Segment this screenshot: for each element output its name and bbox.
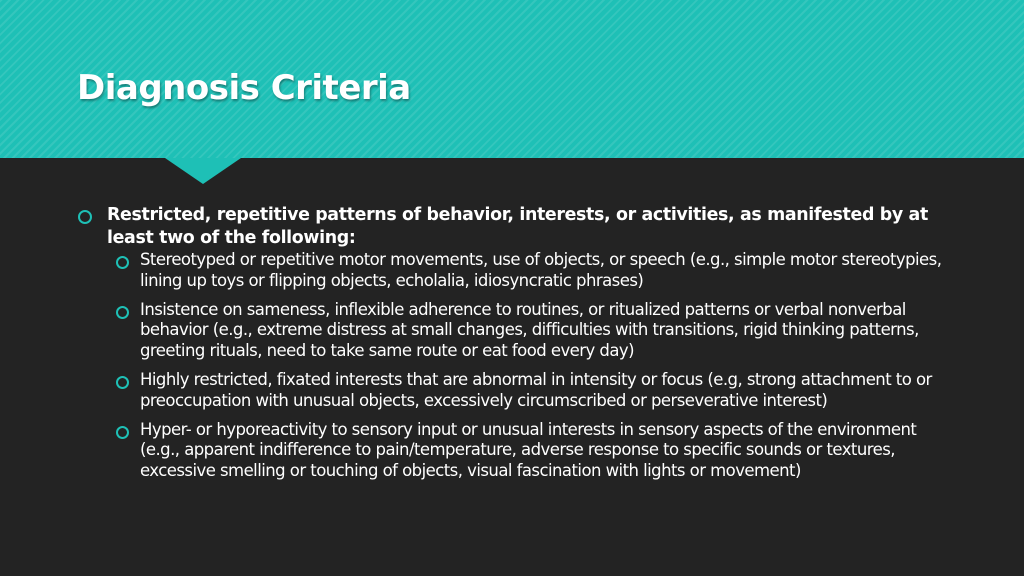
sub-bullet-item: [116, 420, 958, 482]
circle-bullet-icon: [116, 256, 129, 269]
sub-bullet-text: Highly restricted, fixated interests that are abnormal in intensity or focus (e.g, strong attachment to or preoccupation with unusual objects, excessively circumscribed or perseverative interest): [140, 369, 932, 410]
main-bullet-text: Restricted, repetitive patterns of behavior, interests, or activities, as manifested by at least two of the following:: [107, 205, 928, 248]
sub-bullet-text: Insistence on sameness, inflexible adherence to routines, or ritualized patterns or verbal nonverbal behavior (e.g., extreme distress at small changes, difficulties with transitions, rigid thinking patterns, greeting rituals, need to take same route or eat food every day): [140, 299, 919, 361]
slide-title: Diagnosis Criteria: [77, 68, 411, 108]
sub-bullet-text: Stereotyped or repetitive motor movements, use of objects, or speech (e.g., simple motor stereotypies, lining up toys or flipping objects, echolalia, idiosyncratic phrases): [140, 250, 942, 290]
sub-bullet-item: [116, 370, 958, 412]
circle-bullet-icon: [116, 306, 129, 319]
bullet-list: [78, 204, 958, 482]
title-banner-notch: [165, 158, 241, 184]
sub-bullet-item: [116, 250, 958, 292]
main-bullet-item: [78, 204, 958, 250]
circle-bullet-icon: [78, 210, 92, 224]
sub-bullet-text: Hyper- or hyporeactivity to sensory input or unusual interests in sensory aspects of the environment (e.g., apparent indifference to pain/temperature, adverse response to specific sounds or textures, excessive smelling or touching of objects, visual fascination with lights or movement): [140, 419, 917, 481]
sub-bullet-item: [116, 300, 958, 362]
circle-bullet-icon: [116, 426, 129, 439]
sub-bullet-list: [78, 250, 958, 482]
circle-bullet-icon: [116, 376, 129, 389]
